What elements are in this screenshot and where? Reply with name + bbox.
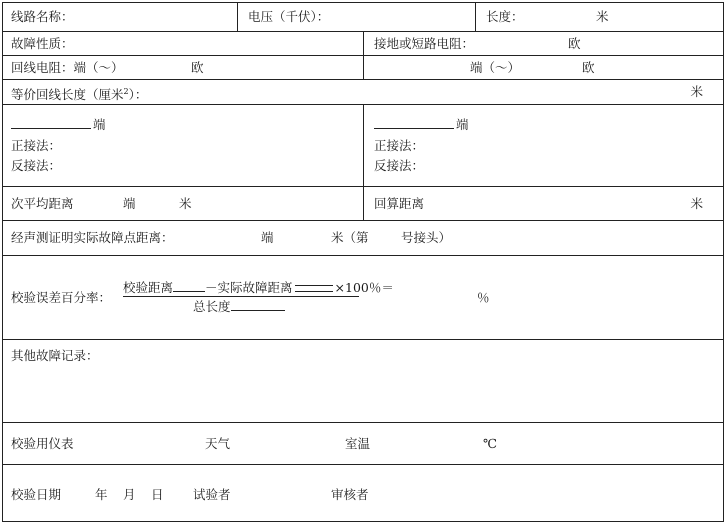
error-numerator <box>123 280 394 296</box>
row-average-distance <box>3 187 723 221</box>
fault-nature-label: 故障性质： <box>11 36 74 51</box>
times-hundred: ×100％＝ <box>334 280 394 295</box>
acoustic-distance-meter: 米（第 <box>331 230 369 245</box>
acoustic-distance-label: 经声测证明实际故障点距离： <box>11 230 174 245</box>
row-loop-resistance <box>3 56 723 80</box>
right-reverse-label: 反接法： <box>374 158 425 173</box>
year-label: 年 <box>95 487 108 502</box>
instrument-label: 校验用仪表 <box>11 436 74 451</box>
ground-resistance-label: 接地或短路电阻： <box>374 36 475 51</box>
reviewer-label: 审核者 <box>331 487 369 502</box>
loop-resistance-ohm-left: 欧 <box>191 60 204 75</box>
length-label: 长度： <box>486 9 524 24</box>
row-line-info <box>3 3 723 32</box>
right-positive-label: 正接法： <box>374 138 425 153</box>
right-end-label: 端 <box>456 117 469 132</box>
connection-left-cell <box>3 105 363 186</box>
row-error-percentage <box>3 256 723 340</box>
acoustic-distance-end: 端 <box>261 230 274 245</box>
equivalent-length-suffix: ）： <box>128 87 148 103</box>
weather-label: 天气 <box>205 436 231 451</box>
acoustic-distance-joint: 号接头） <box>401 230 452 245</box>
equivalent-length-prefix: 等价回线长度（厘米 <box>11 87 124 103</box>
numerator-check-distance: 校验距离 <box>123 280 174 295</box>
day-label: 日 <box>151 487 164 502</box>
row-connection-methods <box>3 105 723 187</box>
back-calc-label: 回算距离 <box>374 196 425 211</box>
error-percent-sign: ％ <box>477 290 490 305</box>
other-records-label: 其他故障记录： <box>11 348 99 363</box>
celsius-unit: ℃ <box>483 436 497 451</box>
left-end-line <box>11 117 106 133</box>
month-label: 月 <box>123 487 136 502</box>
room-temp-label: 室温 <box>345 436 371 451</box>
error-percentage-label: 校验误差百分率： <box>11 290 112 305</box>
equivalent-length-sup: 2 <box>123 87 129 96</box>
back-calc-cell <box>363 187 723 220</box>
ground-resistance-unit: 欧 <box>568 36 581 51</box>
loop-resistance-ohm-right: 欧 <box>582 60 595 75</box>
loop-resistance-label: 回线电阻：端（～） <box>11 60 124 75</box>
connection-right-cell <box>363 105 723 186</box>
average-distance-meter: 米 <box>179 196 192 211</box>
equivalent-length-unit: 米 <box>690 84 703 99</box>
ground-resistance-cell <box>363 32 723 55</box>
row-signature <box>3 465 723 521</box>
line-name-label: 线路名称： <box>11 9 74 24</box>
fraction-line <box>123 296 359 297</box>
row-equivalent-length <box>3 80 723 105</box>
row-other-records <box>3 340 723 423</box>
left-end-label: 端 <box>93 117 106 132</box>
row-acoustic-distance <box>3 221 723 256</box>
row-instrument <box>3 423 723 465</box>
numerator-actual-distance: －实际故障距离 <box>205 280 293 295</box>
average-distance-label: 次平均距离 <box>11 196 74 211</box>
left-reverse-label: 反接法： <box>11 158 62 173</box>
form-table <box>2 2 724 522</box>
average-distance-end: 端 <box>123 196 136 211</box>
back-calc-meter: 米 <box>690 196 703 211</box>
check-date-label: 校验日期 <box>11 487 62 502</box>
error-denominator <box>193 299 285 315</box>
left-positive-label: 正接法： <box>11 138 62 153</box>
denominator-total-length: 总长度 <box>193 299 231 314</box>
loop-resistance-end-right: 端（～） <box>470 60 521 75</box>
length-cell <box>475 3 723 31</box>
loop-resistance-right-cell <box>363 56 723 79</box>
row-fault-nature <box>3 32 723 56</box>
tester-label: 试验者 <box>193 487 231 502</box>
length-unit: 米 <box>596 9 609 24</box>
voltage-label: 电压（千伏）： <box>248 9 330 24</box>
equivalent-length-label <box>11 84 147 103</box>
right-end-line <box>374 117 469 133</box>
